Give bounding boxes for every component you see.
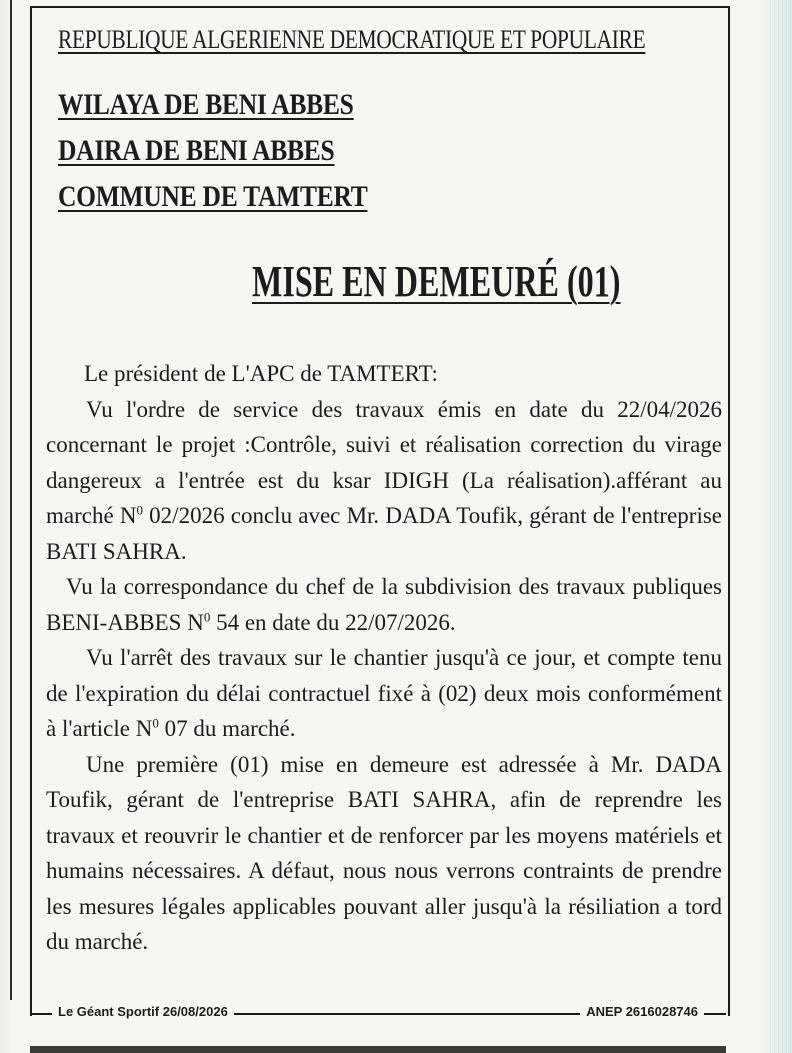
notice-footer xyxy=(30,1004,726,1019)
next-notice-border xyxy=(30,1046,726,1053)
paragraph-work-stoppage: Vu l'arrêt des travaux sur le chantier jusqu'à ce jour, et compte tenu de l'expiration du délai contractuel fixé à (02) deux mois conformément à l'article $N^0$ 07 du marché. xyxy=(46,645,722,741)
wilaya-heading: WILAYA DE BENI ABBES xyxy=(58,88,354,121)
commune-heading: COMMUNE DE TAMTERT xyxy=(58,180,368,213)
notice-body xyxy=(46,356,722,960)
paragraph-correspondence: Vu la correspondance du chef de la subdivision des travaux publiques BENI-ABBES $N^0$ 54 en date du 22/07/2026. xyxy=(46,574,722,635)
anep-reference-label: ANEP 2616028746 xyxy=(580,1004,704,1019)
page-margin xyxy=(770,0,792,1053)
daira-heading: DAIRA DE BENI ABBES xyxy=(58,134,335,167)
newspaper-source-label: Le Géant Sportif 26/08/2026 xyxy=(52,1004,234,1019)
paragraph-order-of-service: Vu l'ordre de service des travaux émis en date du 22/04/2026 concernant le projet :Contrôle, suivi et réalisation correction du virage dangereux a l'entrée est du ksar IDIGH (La réalisation).afférant au marché $N^0$ 02/2026 conclu avec Mr. DADA Toufik, gérant de l'entreprise BATI SAHRA. xyxy=(46,396,722,564)
republic-heading: REPUBLIQUE ALGERIENNE DEMOCRATIQUE ET POPULAIRE xyxy=(58,25,646,54)
greeting-paragraph: Le président de L'APC de TAMTERT: xyxy=(84,361,438,386)
paragraph-formal-notice: Une première (01) mise en demeure est adressée à Mr. DADA Toufik, gérant de l'entreprise BATI SAHRA, afin de reprendre les travaux et reouvrir le chantier et de renforcer par les moyens matériels et humains nécessaires. A défaut, nous nous verrons contraints de prendre les mesures légales applicables pouvant aller jusqu'à la résiliation a tord du marché. xyxy=(46,751,722,954)
legal-notice xyxy=(30,6,730,1016)
adjacent-column-border xyxy=(0,0,12,1000)
notice-title: MISE EN DEMEURÉ (01) xyxy=(252,257,621,306)
